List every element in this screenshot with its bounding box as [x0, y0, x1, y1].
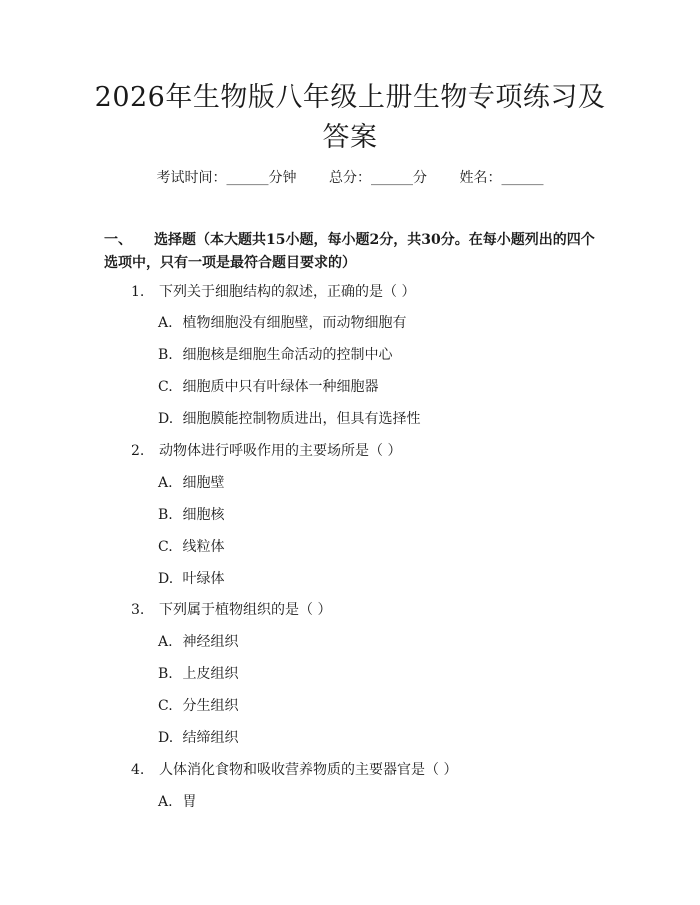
question-text: 人体消化食物和吸收营养物质的主要器官是（ ） [159, 762, 458, 778]
option-text: 细胞核是细胞生命活动的控制中心 [182, 347, 393, 363]
option-2c [158, 537, 224, 557]
option-3c [158, 696, 238, 716]
question-number: 4. [131, 762, 145, 778]
option-1d [158, 409, 420, 429]
option-text: 细胞膜能控制物质进出，但具有选择性 [182, 411, 421, 427]
student-name: 姓名：______ [459, 170, 544, 186]
option-letter: C. [158, 539, 173, 555]
option-2d [158, 569, 224, 589]
exam-info [0, 168, 700, 188]
option-4a [158, 792, 196, 812]
option-letter: A. [158, 634, 173, 650]
option-letter: D. [158, 730, 174, 746]
option-1b [158, 345, 392, 365]
option-letter: B. [158, 347, 173, 363]
option-letter: B. [158, 507, 173, 523]
question-number: 3. [131, 602, 145, 618]
option-letter: A. [158, 315, 173, 331]
question-1 [131, 282, 415, 302]
option-text: 上皮组织 [182, 666, 239, 682]
page-title: 2026年生物版八年级上册生物专项练习及答案 [94, 82, 606, 153]
option-letter: C. [158, 379, 173, 395]
option-text: 细胞质中只有叶绿体一种细胞器 [182, 379, 379, 395]
option-letter: D. [158, 571, 174, 587]
option-text: 分生组织 [182, 698, 239, 714]
option-2a [158, 473, 224, 493]
option-text: 叶绿体 [182, 571, 225, 587]
option-text: 结缔组织 [182, 730, 239, 746]
option-2b [158, 505, 224, 525]
option-3d [158, 728, 238, 748]
question-4 [131, 760, 457, 780]
section-heading [104, 229, 606, 275]
option-text: 细胞壁 [182, 475, 225, 491]
option-1a [158, 313, 406, 333]
option-3b [158, 664, 238, 684]
option-letter: A. [158, 475, 173, 491]
option-letter: A. [158, 794, 173, 810]
exam-time: 考试时间：______分钟 [156, 170, 297, 186]
question-3 [131, 600, 331, 620]
option-text: 胃 [182, 794, 197, 810]
question-number: 2. [131, 443, 145, 459]
question-number: 1. [131, 284, 145, 300]
option-text: 细胞核 [182, 507, 225, 523]
option-letter: B. [158, 666, 173, 682]
option-1c [158, 377, 378, 397]
question-2 [131, 441, 401, 461]
option-text: 线粒体 [182, 539, 225, 555]
option-text: 植物细胞没有细胞壁，而动物细胞有 [182, 315, 407, 331]
question-text: 动物体进行呼吸作用的主要场所是（ ） [159, 443, 402, 459]
total-score: 总分：______分 [329, 170, 427, 186]
option-letter: C. [158, 698, 173, 714]
section-number: 一、 [104, 232, 132, 248]
question-text: 下列属于植物组织的是（ ） [159, 602, 332, 618]
option-3a [158, 632, 238, 652]
question-text: 下列关于细胞结构的叙述，正确的是（ ） [159, 284, 416, 300]
section-instructions: 选择题（本大题共15小题，每小题2分，共30分。在每小题列出的四个选项中，只有一项是最符合题目要求的） [104, 232, 595, 271]
option-text: 神经组织 [182, 634, 239, 650]
option-letter: D. [158, 411, 174, 427]
